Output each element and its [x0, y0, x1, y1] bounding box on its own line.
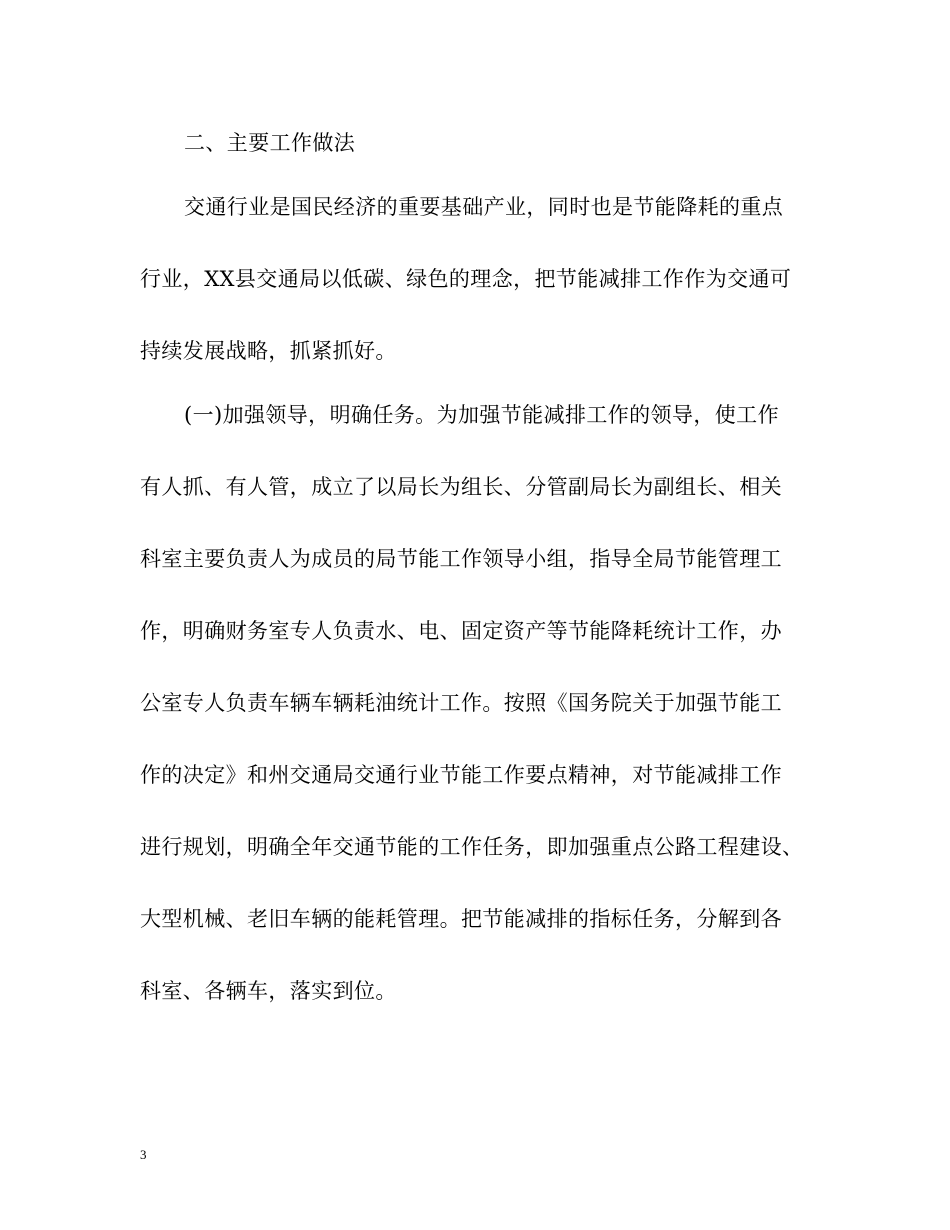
page-number: 3 [140, 1147, 147, 1162]
paragraph-2-line-2: 有人抓、有人管，成立了以局长为组长、分管副局长为副组长、相关 [140, 475, 782, 499]
paragraph-2-line-5: 公室专人负责车辆车辆耗油统计工作。按照《国务院关于加强节能工 [140, 691, 782, 715]
paragraph-2-line-1: (一)加强领导，明确任务。为加强节能减排工作的领导，使工作 [184, 403, 779, 427]
paragraph-2-line-8: 大型机械、老旧车辆的能耗管理。把节能减排的指标任务，分解到各 [140, 907, 782, 931]
paragraph-2-line-7: 进行规划，明确全年交通节能的工作任务，即加强重点公路工程建设、 [140, 835, 804, 859]
paragraph-1-line-2: 行业，XX县交通局以低碳、绿色的理念，把节能减排工作作为交通可 [140, 267, 792, 291]
paragraph-2-line-4: 作，明确财务室专人负责水、电、固定资产等节能降耗统计工作，办 [140, 619, 782, 643]
paragraph-1-line-3: 持续发展战略，抓紧抓好。 [140, 339, 397, 363]
paragraph-1-line-1: 交通行业是国民经济的重要基础产业，同时也是节能降耗的重点 [184, 195, 784, 219]
paragraph-2-line-9: 科室、各辆车，落实到位。 [140, 979, 397, 1003]
paragraph-2-line-6: 作的决定》和州交通局交通行业节能工作要点精神，对节能减排工作 [140, 763, 782, 787]
section-heading: 二、主要工作做法 [184, 131, 356, 155]
paragraph-2-line-3: 科室主要负责人为成员的局节能工作领导小组，指导全局节能管理工 [140, 547, 782, 571]
